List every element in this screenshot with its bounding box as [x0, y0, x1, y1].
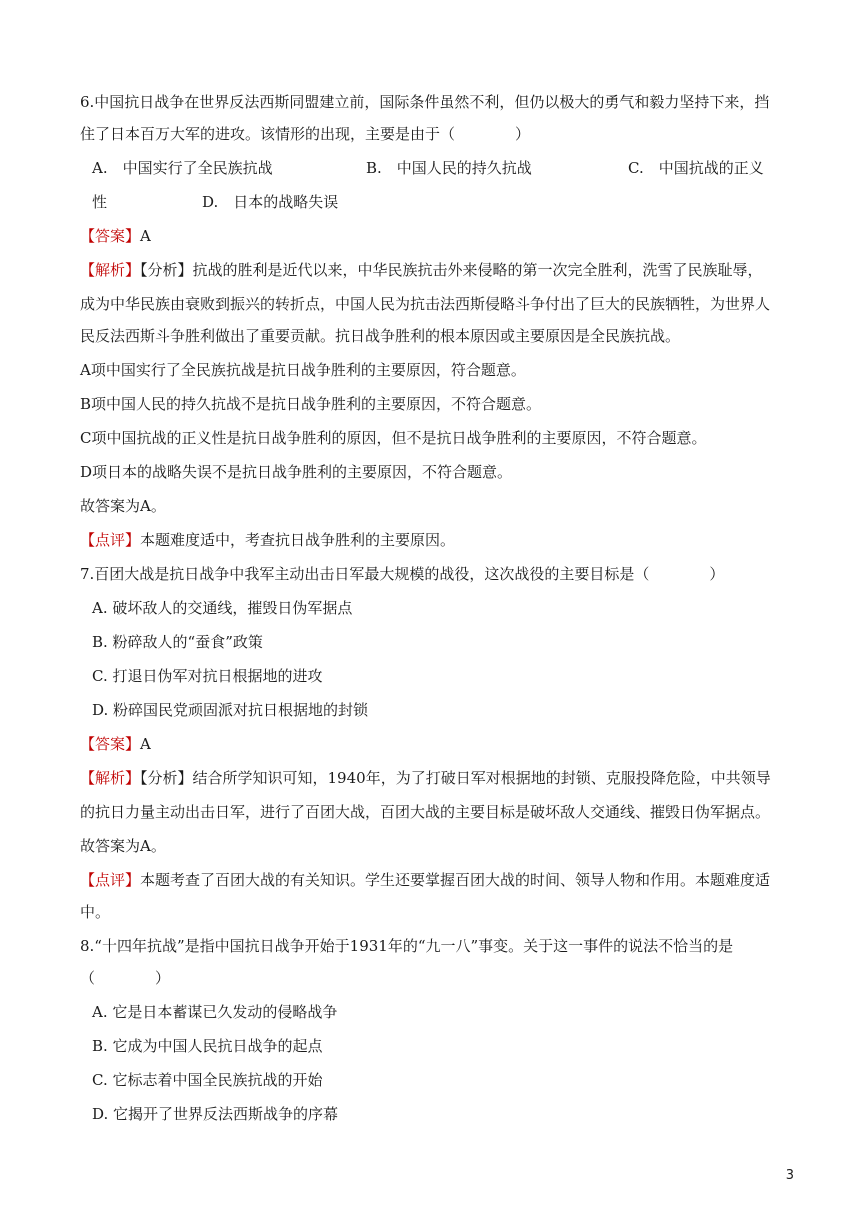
answer-label: 【答案】: [80, 735, 141, 753]
q6-analysis-line7: D项日本的战略失误不是抗日战争胜利的主要原因，不符合题意。: [80, 463, 513, 481]
q7-option-b: B. 粉碎敌人的“蚕食”政策: [92, 633, 263, 651]
q6-stem-line1: 6.中国抗日战争在世界反法西斯同盟建立前，国际条件虽然不利，但仍以极大的勇气和毅力坚持下来，挡: [80, 93, 770, 111]
q6-analysis-line4: A项中国实行了全民族抗战是抗日战争胜利的主要原因，符合题意。: [80, 361, 526, 379]
q6-analysis-line5: B项中国人民的持久抗战不是抗日战争胜利的主要原因，不符合题意。: [80, 395, 542, 413]
q6-analysis-line8: 故答案为A。: [80, 497, 166, 515]
q8-option-a: A. 它是日本蓄谋已久发动的侵略战争: [92, 1003, 338, 1021]
q8-stem-line1: 8.“十四年抗战”是指中国抗日战争开始于1931年的“九一八”事变。关于这一事件的说法不恰当的是: [80, 937, 734, 955]
answer-value: A: [140, 227, 151, 245]
q6-option-c: C. 中国抗战的正义: [628, 159, 764, 177]
q7-answer: [80, 734, 151, 754]
q7-option-d: D. 粉碎国民党顽固派对抗日根据地的封锁: [92, 701, 369, 719]
q6-analysis-line1: 【解析】【分析】抗战的胜利是近代以来，中华民族抗击外来侵略的第一次完全胜利，洗雪了民族耻辱，: [80, 261, 763, 279]
q6-analysis-line2: 成为中华民族由衰败到振兴的转折点，中国人民为抗击法西斯侵略斗争付出了巨大的民族牺牲，为世界人: [80, 295, 771, 313]
q8-option-d: D. 它揭开了世界反法西斯战争的序幕: [92, 1105, 339, 1123]
q7-comment-line2: 中。: [80, 903, 111, 921]
comment-label: 【点评】: [80, 871, 141, 889]
q7-option-a: A. 破坏敌人的交通线，摧毁日伪军据点: [92, 599, 353, 617]
q6-option-b: B. 中国人民的持久抗战: [366, 159, 532, 177]
q7-option-c: C. 打退日伪军对抗日根据地的进攻: [92, 667, 323, 685]
q8-stem-line2: （ ）: [80, 969, 171, 987]
answer-value: A: [140, 735, 151, 753]
q6-option-c-continued: 性: [92, 193, 108, 211]
q8-option-c: C. 它标志着中国全民族抗战的开始: [92, 1071, 323, 1089]
q7-stem: 7.百团大战是抗日战争中我军主动出击日军最大规模的战役，这次战役的主要目标是（ ）: [80, 565, 725, 583]
answer-label: 【答案】: [80, 227, 141, 245]
q6-option-a: A. 中国实行了全民族抗战: [92, 159, 273, 177]
q7-comment-line1: 【点评】本题考查了百团大战的有关知识。学生还要掌握百团大战的时间、领导人物和作用。本题难度适: [80, 871, 771, 889]
q6-comment: 【点评】本题难度适中，考查抗日战争胜利的主要原因。: [80, 531, 456, 549]
q7-analysis-line1: 【解析】【分析】结合所学知识可知，1940年，为了打破日军对根据地的封锁、克服投降危险，中共领导: [80, 769, 771, 787]
analysis-label: 【解析】: [80, 769, 141, 787]
q7-analysis-line2: 的抗日力量主动出击日军，进行了百团大战，百团大战的主要目标是破坏敌人交通线、摧毁日伪军据点。: [80, 803, 771, 821]
q6-option-d: D. 日本的战略失误: [202, 193, 339, 211]
analysis-label: 【解析】: [80, 261, 141, 279]
q8-option-b: B. 它成为中国人民抗日战争的起点: [92, 1037, 323, 1055]
comment-label: 【点评】: [80, 531, 141, 549]
q7-analysis-line3: 故答案为A。: [80, 837, 166, 855]
q6-analysis-line3: 民反法西斯斗争胜利做出了重要贡献。抗日战争胜利的根本原因或主要原因是全民族抗战。: [80, 327, 681, 345]
q6-answer: [80, 226, 151, 246]
q6-stem-line2: 住了日本百万大军的进攻。该情形的出现，主要是由于（ ）: [80, 125, 531, 143]
q6-analysis-line6: C项中国抗战的正义性是抗日战争胜利的原因，但不是抗日战争胜利的主要原因，不符合题意。: [80, 429, 707, 447]
page-number: 3: [785, 1168, 794, 1183]
